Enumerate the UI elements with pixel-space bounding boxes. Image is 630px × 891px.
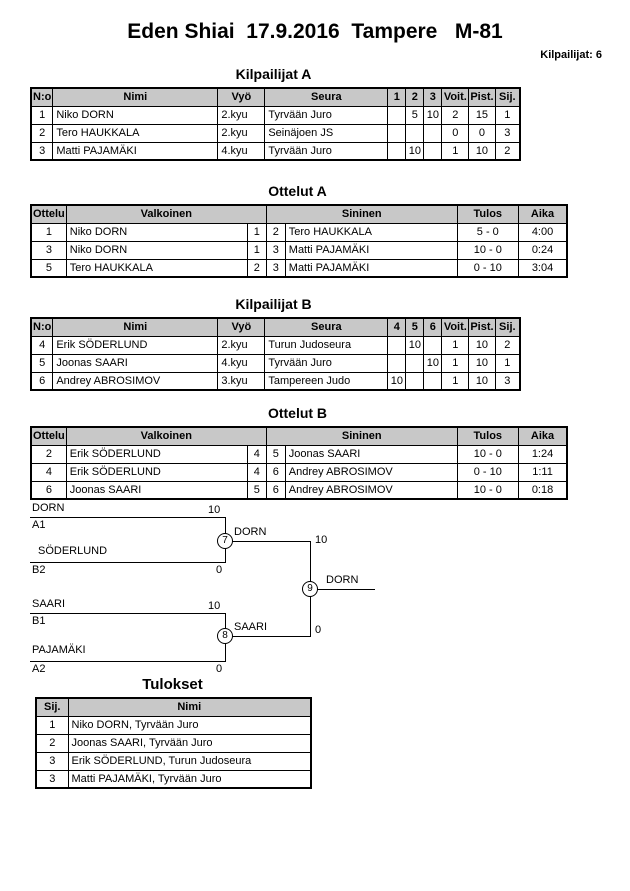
- competitor-club: Tyrvään Juro: [265, 142, 388, 160]
- table-row: [31, 445, 567, 463]
- match-no: 3: [31, 241, 66, 259]
- wins-cell: 0: [442, 124, 469, 142]
- result-cell: 10 - 0: [457, 445, 518, 463]
- result-name: Erik SÖDERLUND, Turun Judoseura: [68, 752, 311, 770]
- sf2-bottom-name: PAJAMÄKI: [32, 644, 86, 656]
- bracket-line: [30, 562, 225, 563]
- col-match: Ottelu: [31, 427, 66, 445]
- match-no: 2: [31, 445, 66, 463]
- place-cell: 1: [495, 354, 520, 372]
- result-name: Niko DORN, Tyrvään Juro: [68, 716, 311, 734]
- time-cell: 1:24: [518, 445, 567, 463]
- competitor-name: Tero HAUKKALA: [53, 124, 218, 142]
- match-no: 5: [31, 259, 66, 277]
- col-match: Ottelu: [31, 205, 66, 223]
- competitor-name: Erik SÖDERLUND: [53, 336, 218, 354]
- competitor-belt: 2.kyu: [218, 106, 265, 124]
- competitor-name: Matti PAJAMÄKI: [53, 142, 218, 160]
- time-cell: 3:04: [518, 259, 567, 277]
- pool-a-header-row: [31, 88, 520, 106]
- col-m3: 6: [424, 318, 442, 336]
- wins-cell: 2: [442, 106, 469, 124]
- table-row: [36, 734, 311, 752]
- col-result: Tulos: [457, 427, 518, 445]
- blue-no: 6: [266, 481, 285, 499]
- col-name: Nimi: [53, 88, 218, 106]
- col-white: Valkoinen: [66, 427, 266, 445]
- final-bottom-score: 0: [315, 624, 322, 636]
- sf1-bottom-slot: B2: [32, 564, 46, 576]
- col-white: Valkoinen: [66, 205, 266, 223]
- col-place: Sij.: [495, 318, 520, 336]
- white-name: Joonas SAARI: [66, 481, 247, 499]
- competitor-no: 3: [31, 142, 53, 160]
- points-cell: 10: [469, 336, 495, 354]
- sf1-bottom-name: SÖDERLUND: [38, 545, 108, 557]
- result-name: Joonas SAARI, Tyrvään Juro: [68, 734, 311, 752]
- blue-name: Joonas SAARI: [285, 445, 457, 463]
- result-name: Matti PAJAMÄKI, Tyrvään Juro: [68, 770, 311, 788]
- blue-name: Andrey ABROSIMOV: [285, 463, 457, 481]
- col-no: N:o: [31, 318, 53, 336]
- col-wins: Voit.: [442, 318, 469, 336]
- competitor-no: 4: [31, 336, 53, 354]
- competitor-name: Niko DORN: [53, 106, 218, 124]
- wins-cell: 1: [442, 142, 469, 160]
- matches-b-header-row: [31, 427, 567, 445]
- competitor-club: Tyrvään Juro: [265, 354, 388, 372]
- table-row: [31, 106, 520, 124]
- col-points: Pist.: [469, 88, 495, 106]
- pool-b-heading: Kilpailijat B: [235, 296, 312, 312]
- bracket-line: [30, 517, 225, 518]
- col-name: Nimi: [53, 318, 218, 336]
- points-cell: 15: [469, 106, 495, 124]
- white-name: Erik SÖDERLUND: [66, 463, 247, 481]
- col-time: Aika: [518, 427, 567, 445]
- final-top-score: 10: [315, 534, 328, 546]
- competitor-no: 1: [31, 106, 53, 124]
- points-cell: 10: [469, 372, 495, 390]
- col-place: Sij.: [36, 698, 68, 716]
- wins-cell: 1: [442, 372, 469, 390]
- score-cell: [406, 354, 424, 372]
- score-cell: 10: [406, 336, 424, 354]
- match-no: 4: [31, 463, 66, 481]
- wins-cell: 1: [442, 354, 469, 372]
- table-row: [31, 372, 520, 390]
- competitor-belt: 3.kyu: [218, 372, 265, 390]
- bracket-line: [30, 613, 225, 614]
- blue-name: Andrey ABROSIMOV: [285, 481, 457, 499]
- white-name: Niko DORN: [66, 241, 247, 259]
- result-cell: 10 - 0: [457, 241, 518, 259]
- table-row: [31, 241, 567, 259]
- match-no: 6: [31, 481, 66, 499]
- pool-a-heading: Kilpailijat A: [235, 66, 312, 82]
- white-name: Erik SÖDERLUND: [66, 445, 247, 463]
- col-belt: Vyö: [218, 318, 265, 336]
- competitor-no: 5: [31, 354, 53, 372]
- matches-a-heading: Ottelut A: [268, 183, 327, 199]
- score-cell: [388, 336, 406, 354]
- competitor-no: 6: [31, 372, 53, 390]
- blue-name: Tero HAUKKALA: [285, 223, 457, 241]
- bracket-line: [30, 661, 225, 662]
- blue-no: 5: [266, 445, 285, 463]
- result-place: 3: [36, 770, 68, 788]
- table-row: [31, 463, 567, 481]
- competitor-belt: 2.kyu: [218, 336, 265, 354]
- table-row: [36, 716, 311, 734]
- score-cell: [406, 372, 424, 390]
- sf2-top-name: SAARI: [32, 598, 66, 610]
- score-cell: [424, 142, 442, 160]
- sf2-bottom-slot: A2: [32, 663, 46, 675]
- col-name: Nimi: [68, 698, 311, 716]
- score-cell: [388, 354, 406, 372]
- result-cell: 5 - 0: [457, 223, 518, 241]
- competitor-belt: 4.kyu: [218, 142, 265, 160]
- col-m2: 5: [406, 318, 424, 336]
- col-belt: Vyö: [218, 88, 265, 106]
- match-node-8: 8: [217, 628, 233, 644]
- place-cell: 2: [495, 336, 520, 354]
- place-cell: 3: [495, 124, 520, 142]
- wins-cell: 1: [442, 336, 469, 354]
- col-m1: 1: [388, 88, 406, 106]
- competitor-club: Turun Judoseura: [265, 336, 388, 354]
- bracket-line: [225, 541, 310, 542]
- match-no: 1: [31, 223, 66, 241]
- col-blue: Sininen: [266, 427, 457, 445]
- table-row: [31, 336, 520, 354]
- matches-a-table: [30, 204, 568, 278]
- white-name: Niko DORN: [66, 223, 247, 241]
- table-row: [31, 259, 567, 277]
- table-row: [31, 223, 567, 241]
- white-no: 4: [247, 463, 266, 481]
- result-place: 3: [36, 752, 68, 770]
- score-cell: 5: [406, 106, 424, 124]
- white-no: 2: [247, 259, 266, 277]
- sf1-top-score: 10: [208, 504, 221, 516]
- result-cell: 0 - 10: [457, 259, 518, 277]
- competitor-belt: 2.kyu: [218, 124, 265, 142]
- points-cell: 0: [469, 124, 495, 142]
- sf1-bottom-score: 0: [216, 564, 223, 576]
- blue-no: 6: [266, 463, 285, 481]
- bracket-line: [310, 589, 375, 590]
- table-row: [31, 124, 520, 142]
- results-heading: Tulokset: [142, 676, 203, 693]
- result-cell: 10 - 0: [457, 481, 518, 499]
- col-time: Aika: [518, 205, 567, 223]
- result-place: 1: [36, 716, 68, 734]
- col-club: Seura: [265, 318, 388, 336]
- score-cell: 10: [424, 106, 442, 124]
- place-cell: 2: [495, 142, 520, 160]
- white-no: 4: [247, 445, 266, 463]
- competitor-belt: 4.kyu: [218, 354, 265, 372]
- col-m3: 3: [424, 88, 442, 106]
- col-m2: 2: [406, 88, 424, 106]
- pool-b-table: [30, 317, 521, 391]
- points-cell: 10: [469, 142, 495, 160]
- col-club: Seura: [265, 88, 388, 106]
- score-cell: [388, 124, 406, 142]
- time-cell: 0:18: [518, 481, 567, 499]
- time-cell: 0:24: [518, 241, 567, 259]
- blue-no: 2: [266, 223, 285, 241]
- col-result: Tulos: [457, 205, 518, 223]
- match-node-9: 9: [302, 581, 318, 597]
- blue-no: 3: [266, 259, 285, 277]
- col-m1: 4: [388, 318, 406, 336]
- table-row: [31, 142, 520, 160]
- table-row: [36, 770, 311, 788]
- score-cell: 10: [388, 372, 406, 390]
- competitors-count: Kilpailijat: 6: [540, 49, 602, 61]
- competitor-club: Seinäjoen JS: [265, 124, 388, 142]
- sf2-bottom-score: 0: [216, 663, 223, 675]
- col-blue: Sininen: [266, 205, 457, 223]
- place-cell: 3: [495, 372, 520, 390]
- sf1-top-name: DORN: [32, 502, 65, 514]
- sf2-top-score: 10: [208, 600, 221, 612]
- time-cell: 4:00: [518, 223, 567, 241]
- final-winner-name: DORN: [326, 574, 359, 586]
- page-title: Eden Shiai 17.9.2016 Tampere M-81: [127, 20, 503, 43]
- col-wins: Voit.: [442, 88, 469, 106]
- col-place: Sij.: [495, 88, 520, 106]
- score-cell: [388, 106, 406, 124]
- score-cell: [424, 372, 442, 390]
- bracket-line: [225, 636, 310, 637]
- col-points: Pist.: [469, 318, 495, 336]
- pool-b-header-row: [31, 318, 520, 336]
- white-no: 1: [247, 241, 266, 259]
- white-no: 5: [247, 481, 266, 499]
- table-row: [31, 481, 567, 499]
- competitor-club: Tampereen Judo: [265, 372, 388, 390]
- score-cell: [388, 142, 406, 160]
- white-no: 1: [247, 223, 266, 241]
- competitor-name: Joonas SAARI: [53, 354, 218, 372]
- col-no: N:o: [31, 88, 53, 106]
- sf2-top-slot: B1: [32, 615, 46, 627]
- match-node-7: 7: [217, 533, 233, 549]
- matches-b-heading: Ottelut B: [267, 405, 328, 421]
- points-cell: 10: [469, 354, 495, 372]
- results-table: [35, 697, 312, 789]
- result-place: 2: [36, 734, 68, 752]
- matches-a-header-row: [31, 205, 567, 223]
- table-row: [36, 752, 311, 770]
- blue-no: 3: [266, 241, 285, 259]
- sf1-winner-name: DORN: [234, 526, 267, 538]
- results-header-row: [36, 698, 311, 716]
- result-cell: 0 - 10: [457, 463, 518, 481]
- score-cell: [406, 124, 424, 142]
- competitor-no: 2: [31, 124, 53, 142]
- pool-a-table: [30, 87, 521, 161]
- matches-b-table: [30, 426, 568, 500]
- place-cell: 1: [495, 106, 520, 124]
- sf2-winner-name: SAARI: [234, 621, 268, 633]
- score-cell: 10: [406, 142, 424, 160]
- competitor-club: Tyrvään Juro: [265, 106, 388, 124]
- blue-name: Matti PAJAMÄKI: [285, 241, 457, 259]
- competitor-name: Andrey ABROSIMOV: [53, 372, 218, 390]
- sf1-top-slot: A1: [32, 519, 46, 531]
- score-cell: 10: [424, 354, 442, 372]
- score-cell: [424, 124, 442, 142]
- white-name: Tero HAUKKALA: [66, 259, 247, 277]
- time-cell: 1:11: [518, 463, 567, 481]
- blue-name: Matti PAJAMÄKI: [285, 259, 457, 277]
- score-cell: [424, 336, 442, 354]
- final-bracket: [30, 498, 420, 683]
- table-row: [31, 354, 520, 372]
